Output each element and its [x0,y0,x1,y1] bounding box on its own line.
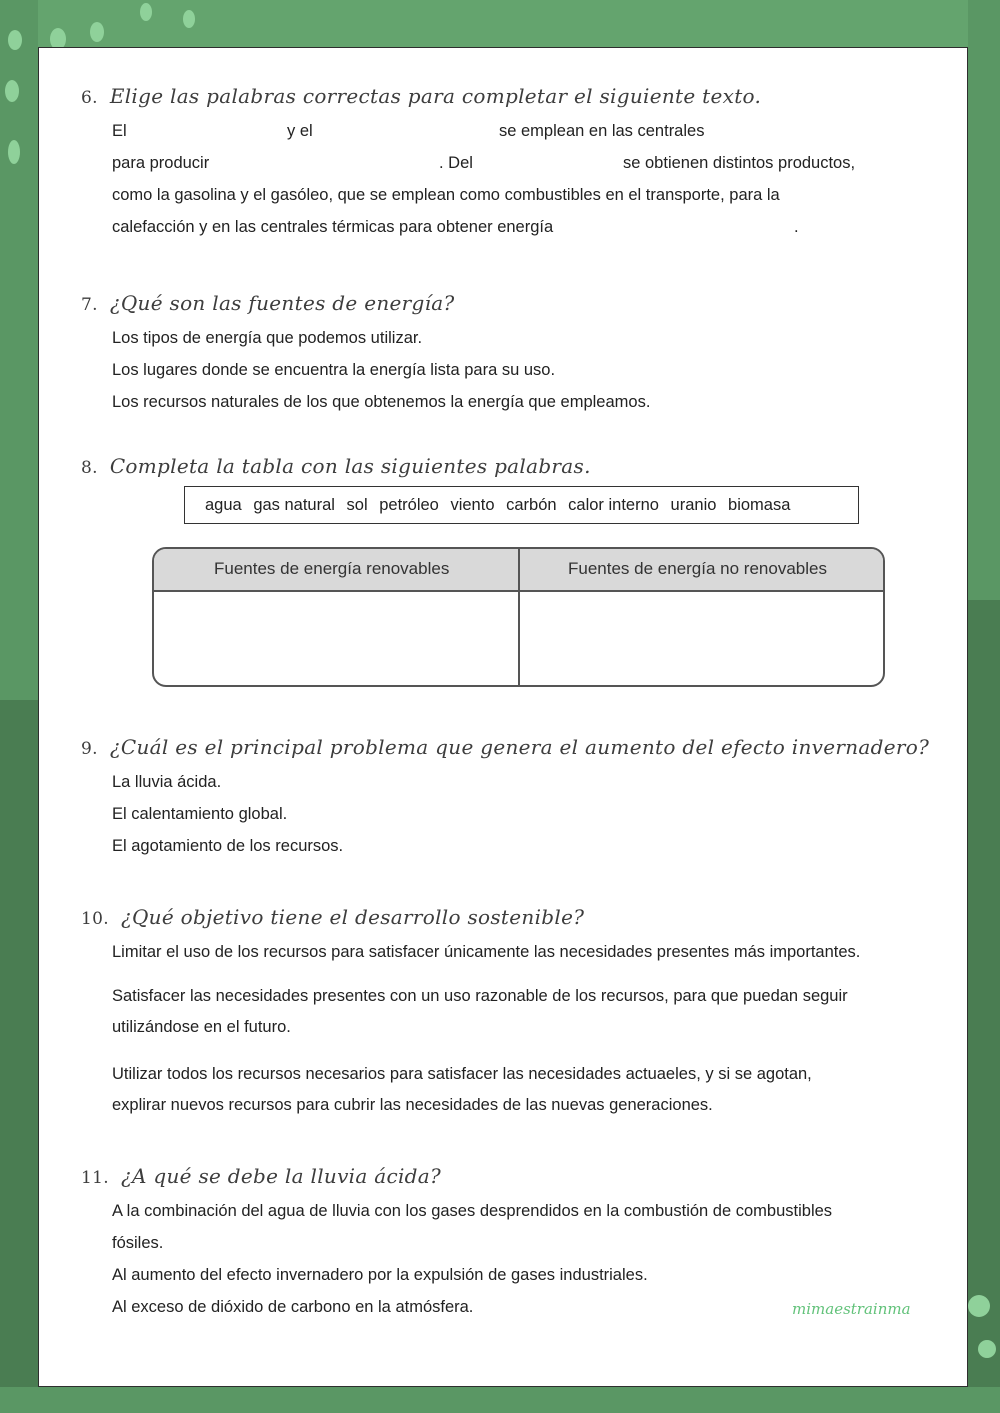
word-item[interactable]: calor interno [568,496,659,514]
text-fragment: El [112,122,127,140]
word-item[interactable]: petróleo [379,496,439,514]
question-title: 11. ¿A qué se debe la lluvia ácida? [81,1164,442,1188]
answer-option[interactable]: El agotamiento de los recursos. [112,837,344,855]
word-item[interactable]: sol [346,496,368,514]
word-item[interactable]: agua [205,496,242,514]
answer-option[interactable]: Al exceso de dióxido de carbono en la atmósfera. [112,1298,474,1316]
text-fragment: calefacción y en las centrales térmicas para obtener energía [112,218,554,236]
bg-dot [183,10,195,28]
bg-dot [90,22,104,42]
bg-shape-left [0,0,38,700]
text-fragment: se obtienen distintos productos, [623,154,856,172]
bg-dot [5,80,19,102]
answer-option[interactable]: Los lugares donde se encuentra la energía lista para su uso. [112,361,556,379]
text-fragment: se emplean en las centrales [499,122,705,140]
energy-table [152,547,885,687]
question-title: 10. ¿Qué objetivo tiene el desarrollo sostenible? [81,905,585,929]
table-header-renewable: Fuentes de energía renovables [214,559,450,578]
word-item[interactable]: carbón [506,496,557,514]
bg-dot [8,140,20,164]
word-item[interactable]: uranio [670,496,717,514]
question-title: 8. Completa la tabla con las siguientes palabras. [81,454,591,478]
word-item[interactable]: viento [450,496,495,514]
bg-dot [978,1340,996,1358]
text-fragment: . Del [439,154,473,172]
bg-shape-right [968,0,1000,600]
question-title: 9. ¿Cuál es el principal problema que genera el aumento del efecto invernadero? [81,735,930,759]
question-title: 7. ¿Qué son las fuentes de energía? [81,291,455,315]
answer-option-continued[interactable]: fósiles. [112,1234,164,1252]
drop-zone-renewable[interactable] [154,592,518,687]
word-bank [184,486,859,524]
answer-option[interactable]: El calentamiento global. [112,805,288,823]
answer-option[interactable]: Al aumento del efecto invernadero por la expulsión de gases industriales. [112,1266,648,1284]
answer-option-continued[interactable]: utilizándose en el futuro. [112,1018,291,1036]
text-line: como la gasolina y el gasóleo, que se emplean como combustibles en el transporte, para la [112,186,780,204]
bg-dot [140,3,152,21]
answer-option[interactable]: Limitar el uso de los recursos para satisfacer únicamente las necesidades presentes más importantes. [112,943,861,961]
answer-option[interactable]: La lluvia ácida. [112,773,222,791]
word-item[interactable]: gas natural [253,496,335,514]
bg-shape-bottom [0,1387,1000,1413]
drop-zone-nonrenewable[interactable] [520,592,885,687]
answer-option[interactable]: Utilizar todos los recursos necesarios para satisfacer las necesidades actuaeles, y si se agotan, [112,1065,812,1083]
answer-option[interactable]: Los recursos naturales de los que obtenemos la energía que empleamos. [112,393,651,411]
word-item[interactable]: biomasa [728,496,791,514]
text-fragment: . [794,218,799,236]
answer-option[interactable]: Los tipos de energía que podemos utilizar. [112,329,423,347]
answer-option[interactable]: Satisfacer las necesidades presentes con un uso razonable de los recursos, para que puedan seguir [112,987,848,1005]
text-fragment: para producir [112,154,210,172]
table-header-nonrenewable: Fuentes de energía no renovables [568,559,827,578]
answer-option-continued[interactable]: explirar nuevos recursos para cubrir las necesidades de las nuevas generaciones. [112,1096,713,1114]
worksheet-page [38,47,968,1387]
bg-dot [8,30,22,50]
author-signature: mimaestrainma [792,1300,911,1318]
question-title: 6. Elige las palabras correctas para completar el siguiente texto. [81,84,762,108]
answer-option[interactable]: A la combinación del agua de lluvia con los gases desprendidos en la combustión de combustibles [112,1202,833,1220]
text-fragment: y el [287,122,313,140]
bg-dot [968,1295,990,1317]
